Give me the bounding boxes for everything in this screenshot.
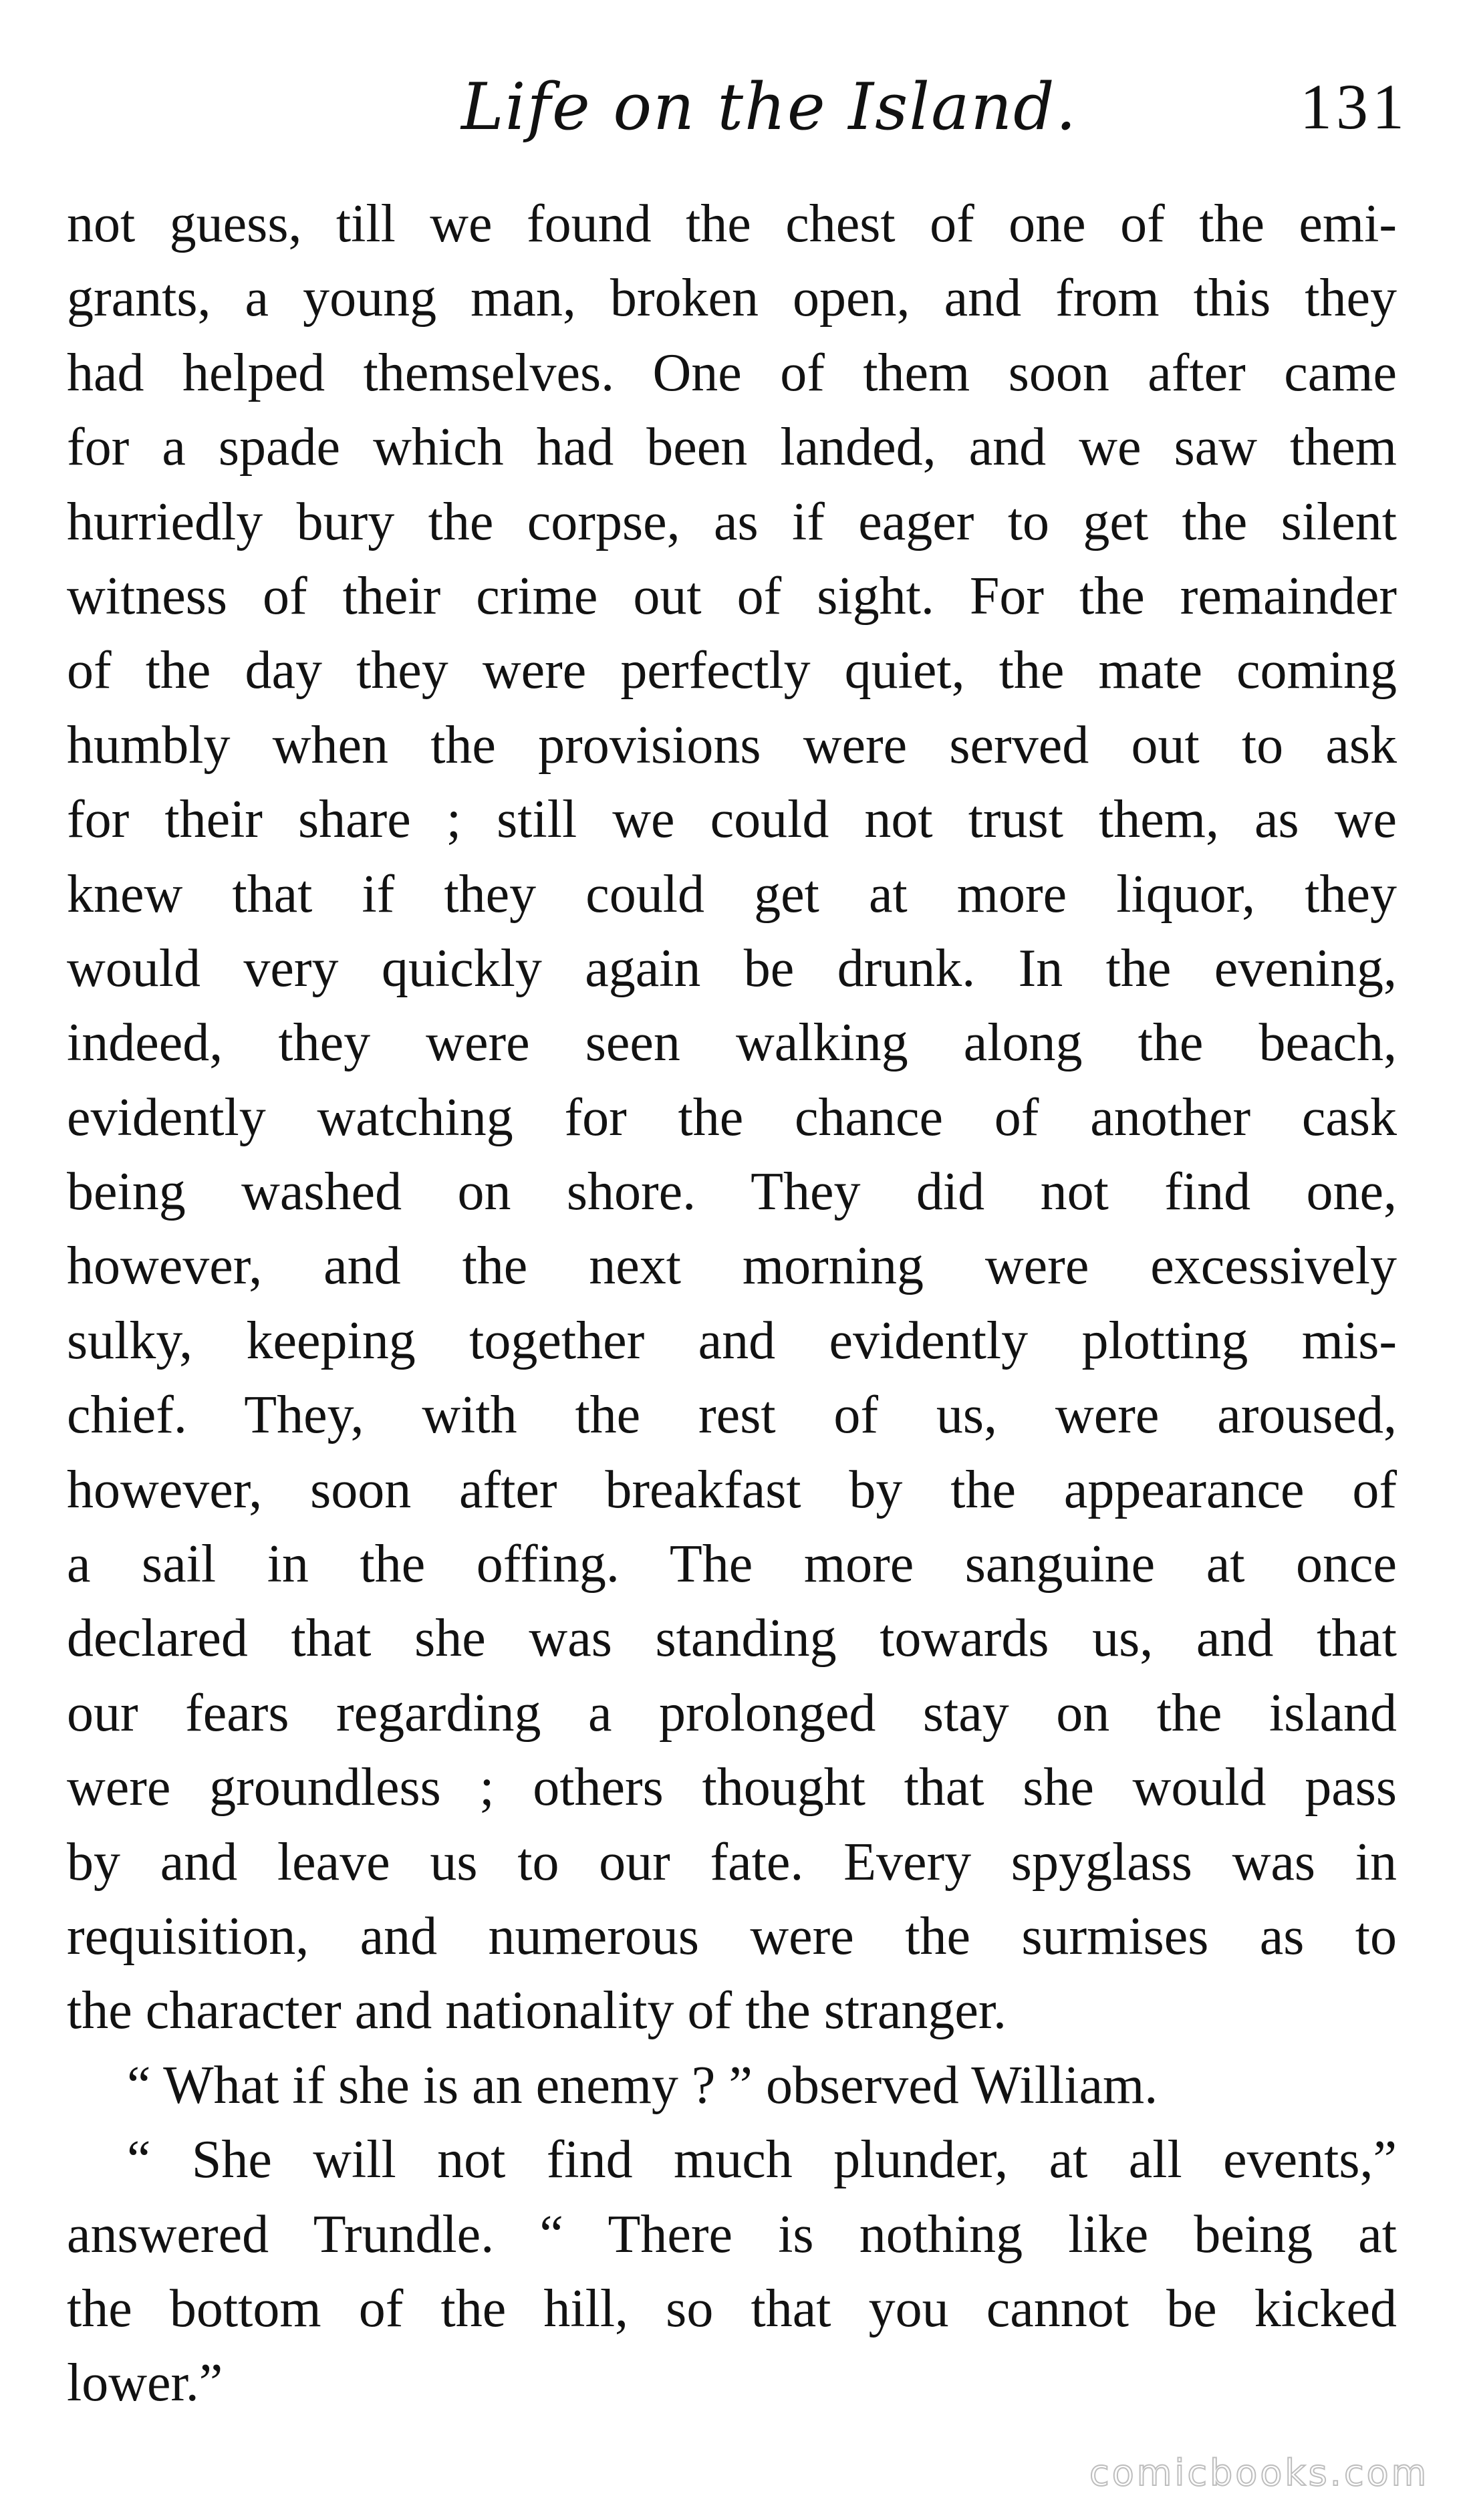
text-line: the bottom of the hill, so that you cannot be kicked [67,2279,1397,2338]
text-line: of the day they were perfectly quiet, the mate coming [67,641,1397,701]
running-title: Life on the Island. [461,70,1078,144]
text-line: however, soon after breakfast by the appearance of [67,1460,1397,1519]
text-line: however, and the next morning were excessively [67,1237,1397,1296]
running-head [0,64,1465,150]
text-line: witness of their crime out of sight. For the remainder [67,566,1397,626]
text-line: had helped themselves. One of them soon after came [67,343,1397,402]
text-line: for a spade which had been landed, and we saw them [67,418,1397,477]
text-line: lower.” [67,2354,223,2413]
text-line: by and leave us to our fate. Every spyglass was in [67,1832,1397,1892]
text-line: indeed, they were seen walking along the beach, [67,1013,1397,1073]
text-line: declared that she was standing towards us, and that [67,1609,1397,1668]
text-line: for their share ; still we could not trust them, as we [67,790,1397,850]
watermark: comicbooks.com [1089,2452,1430,2494]
text-line: being washed on shore. They did not find one, [67,1162,1397,1222]
body-text [67,187,1397,2421]
text-line: humbly when the provisions were served out to ask [67,715,1397,775]
page-number: 131 [1300,71,1408,142]
text-line: sulky, keeping together and evidently plotting mis- [67,1311,1397,1370]
text-line: our fears regarding a prolonged stay on the island [67,1683,1397,1743]
text-line: grants, a young man, broken open, and from this they [67,269,1397,328]
text-line: answered Trundle. “ There is nothing like being at [67,2204,1397,2264]
text-line: the character and nationality of the stranger. [67,1981,1007,2041]
text-line: not guess, till we found the chest of one of the emi- [67,195,1397,253]
text-line: requisition, and numerous were the surmises as to [67,1906,1397,1966]
text-line: evidently watching for the chance of another cask [67,1088,1397,1147]
text-line: hurriedly bury the corpse, as if eager to get the silent [67,492,1397,551]
text-line: knew that if they could get at more liquor, they [67,864,1397,924]
dialogue-line: “ What if she is an enemy ? ” observed William. [127,2055,1158,2115]
text-line: chief. They, with the rest of us, were aroused, [67,1386,1397,1445]
text-line: were groundless ; others thought that she would pass [67,1758,1397,1817]
dialogue-line: “ She will not find much plunder, at all events,” [127,2130,1397,2190]
text-line: a sail in the offing. The more sanguine at once [67,1535,1397,1594]
text-line: would very quickly again be drunk. In the evening, [67,938,1397,998]
